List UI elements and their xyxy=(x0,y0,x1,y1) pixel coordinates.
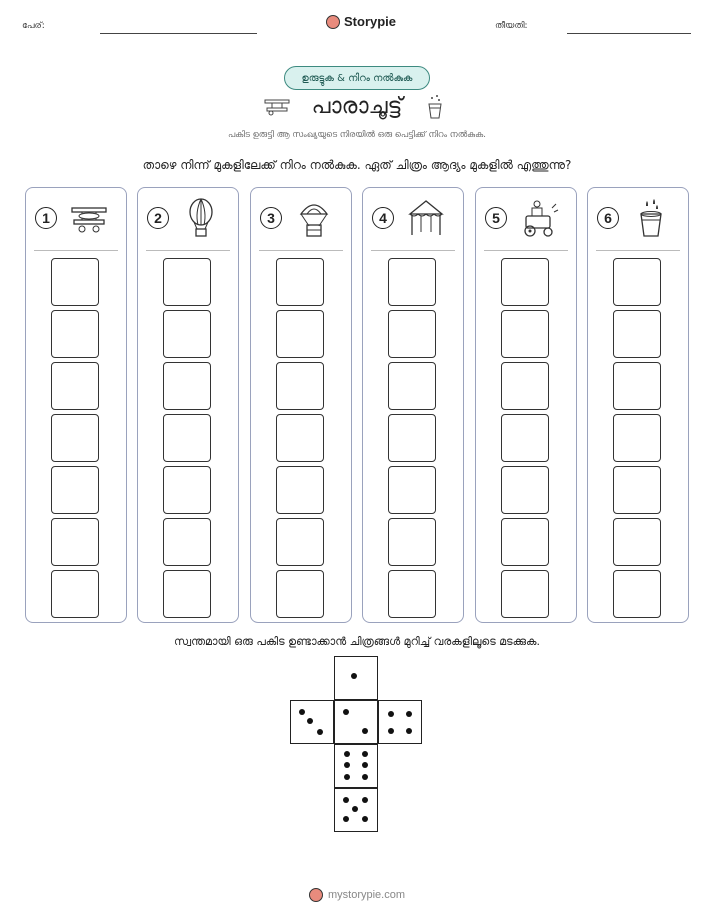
water-bucket-icon xyxy=(630,198,672,238)
footer-url[interactable]: mystorypie.com xyxy=(327,889,406,901)
die-face-3 xyxy=(290,700,334,744)
color-box[interactable] xyxy=(51,570,99,618)
color-box[interactable] xyxy=(388,310,436,358)
color-box[interactable] xyxy=(163,258,211,306)
color-box[interactable] xyxy=(51,466,99,514)
color-box[interactable] xyxy=(613,310,661,358)
column-divider xyxy=(484,250,568,251)
brand-name: Storypie xyxy=(344,14,397,29)
color-box[interactable] xyxy=(613,518,661,566)
color-box[interactable] xyxy=(613,258,661,306)
color-box[interactable] xyxy=(163,518,211,566)
die-face-center xyxy=(334,700,378,744)
column-2 xyxy=(137,187,239,623)
color-box[interactable] xyxy=(163,570,211,618)
tent-canopy-icon xyxy=(405,198,447,238)
biplane-icon xyxy=(68,198,110,238)
color-box[interactable] xyxy=(388,518,436,566)
column-number: 2 xyxy=(147,207,169,229)
color-box[interactable] xyxy=(276,466,324,514)
parachute-icon xyxy=(293,198,335,238)
column-3 xyxy=(250,187,352,623)
die-face-6 xyxy=(334,744,378,788)
color-box[interactable] xyxy=(388,414,436,462)
footer xyxy=(0,888,714,902)
color-box[interactable] xyxy=(51,258,99,306)
color-box[interactable] xyxy=(276,414,324,462)
column-1 xyxy=(25,187,127,623)
color-box[interactable] xyxy=(163,466,211,514)
color-box[interactable] xyxy=(388,362,436,410)
color-box[interactable] xyxy=(51,518,99,566)
activity-badge: ഉരുട്ടുക & നിറം നൽകുക xyxy=(284,66,430,90)
name-line[interactable] xyxy=(100,33,257,34)
color-box[interactable] xyxy=(163,362,211,410)
hot-air-balloon-icon xyxy=(180,198,222,238)
color-box[interactable] xyxy=(501,518,549,566)
color-box[interactable] xyxy=(613,466,661,514)
column-number: 4 xyxy=(372,207,394,229)
color-box[interactable] xyxy=(388,258,436,306)
fold-instruction: സ്വന്തമായി ഒരു പകിട ഉണ്ടാക്കാൻ ചിത്രങ്ങൾ മുറിച്ച് വരകളിലൂടെ മടക്കുക. xyxy=(174,635,540,648)
color-box[interactable] xyxy=(51,414,99,462)
name-label: പേര്: xyxy=(22,21,45,31)
date-line[interactable] xyxy=(567,33,691,34)
bucket-title-icon xyxy=(426,94,444,120)
color-box[interactable] xyxy=(613,362,661,410)
color-box[interactable] xyxy=(501,362,549,410)
color-box[interactable] xyxy=(276,310,324,358)
column-number: 1 xyxy=(35,207,57,229)
robot-tractor-icon xyxy=(518,198,560,238)
instruction: താഴെ നിന്ന് മുകളിലേക്ക് നിറം നൽകുക. ഏത് ചിത്രം ആദ്യം മുകളിൽ എത്തുന്നു? xyxy=(142,158,572,172)
page-title-row xyxy=(0,94,714,119)
date-label: തീയതി: xyxy=(495,21,528,31)
color-box[interactable] xyxy=(613,570,661,618)
color-box[interactable] xyxy=(501,258,549,306)
die-face-1 xyxy=(334,656,378,700)
bear-footer-icon xyxy=(309,888,323,902)
color-box[interactable] xyxy=(51,362,99,410)
column-5 xyxy=(475,187,577,623)
column-divider xyxy=(146,250,230,251)
brand-logo xyxy=(326,14,396,29)
color-box[interactable] xyxy=(388,570,436,618)
page-title: പാരാചൂട്ട് xyxy=(311,94,403,119)
color-box[interactable] xyxy=(276,570,324,618)
color-box[interactable] xyxy=(501,570,549,618)
column-divider xyxy=(596,250,680,251)
color-box[interactable] xyxy=(276,258,324,306)
die-face-4 xyxy=(378,700,422,744)
color-box[interactable] xyxy=(276,362,324,410)
color-box[interactable] xyxy=(163,414,211,462)
column-divider xyxy=(34,250,118,251)
column-number: 6 xyxy=(597,207,619,229)
color-box[interactable] xyxy=(613,414,661,462)
column-divider xyxy=(259,250,343,251)
color-box[interactable] xyxy=(388,466,436,514)
color-box[interactable] xyxy=(163,310,211,358)
color-box[interactable] xyxy=(276,518,324,566)
color-box[interactable] xyxy=(501,310,549,358)
biplane-title-icon xyxy=(262,96,292,116)
column-4 xyxy=(362,187,464,623)
column-number: 5 xyxy=(485,207,507,229)
bear-logo-icon xyxy=(326,15,340,29)
color-box[interactable] xyxy=(501,466,549,514)
die-face-5 xyxy=(334,788,378,832)
color-box[interactable] xyxy=(51,310,99,358)
color-box[interactable] xyxy=(501,414,549,462)
column-6 xyxy=(587,187,689,623)
column-divider xyxy=(371,250,455,251)
subtitle: പകിട ഉരുട്ടി ആ സംഖ്യയുടെ നിരയിൽ ഒരു പെട്ടിക്ക് നിറം നൽകുക. xyxy=(228,130,486,140)
column-number: 3 xyxy=(260,207,282,229)
